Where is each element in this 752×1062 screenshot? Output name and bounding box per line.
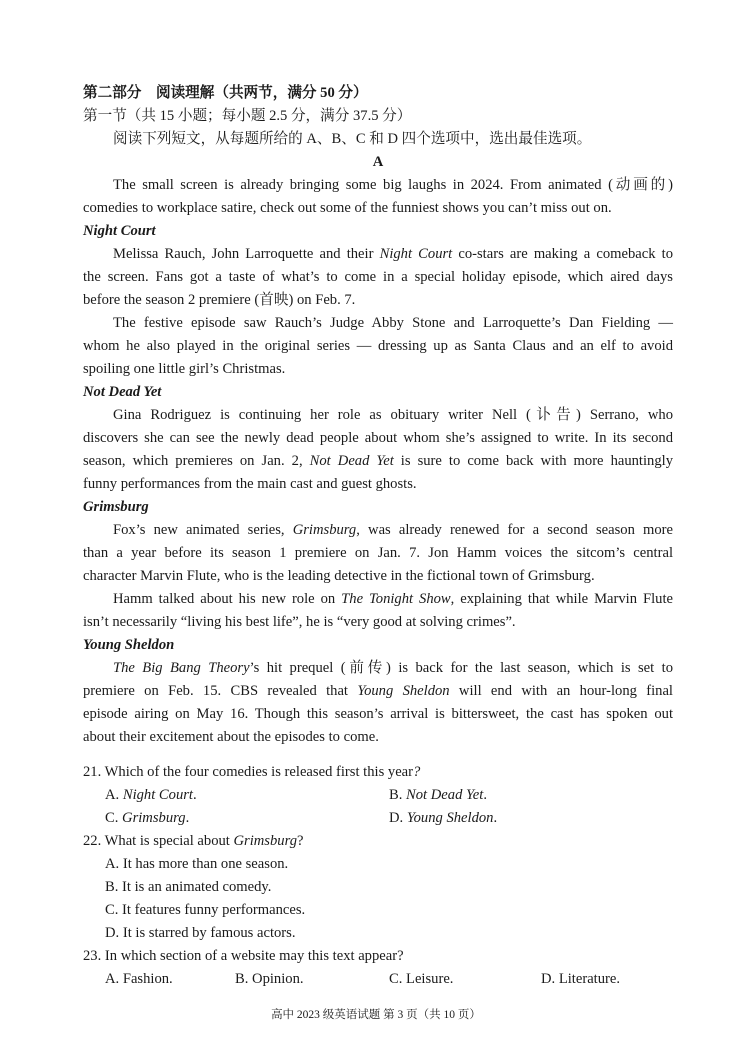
option-23-d[interactable]: D. Literature.	[541, 971, 621, 987]
questions	[83, 761, 673, 991]
option-23-a[interactable]: A. Fashion.	[105, 971, 173, 987]
question-21-stem: 21. Which of the four comedies is released first this year?	[83, 764, 421, 780]
grimsburg-paragraph-1: Fox’s new animated series, Grimsburg, was already renewed for a second season more than a year before its season 1 premiere on Jan. 7. Jon Hamm voices the sitcom’s central character Marvin Flute, who is the leading detective in the fictional town of Grimsburg.	[83, 522, 674, 584]
option-21-b[interactable]: B. Not Dead Yet.	[389, 787, 487, 803]
heading-young-sheldon: Young Sheldon	[83, 637, 175, 653]
option-23-c[interactable]: C. Leisure.	[389, 971, 454, 987]
option-22-d[interactable]: D. It is starred by famous actors.	[105, 925, 296, 941]
page-footer: 高中 2023 级英语试题 第 3 页（共 10 页）	[271, 1009, 481, 1021]
option-22-b[interactable]: B. It is an animated comedy.	[105, 879, 272, 895]
question-23-stem: 23. In which section of a website may this text appear?	[83, 948, 404, 964]
option-22-a[interactable]: A. It has more than one season.	[105, 856, 289, 872]
option-21-c[interactable]: C. Grimsburg.	[105, 810, 190, 826]
heading-night-court: Night Court	[83, 223, 156, 239]
night-court-paragraph-1: Melissa Rauch, John Larroquette and their Night Court co-stars are making a comeback to the screen. Fans got a taste of what’s to come in a special holiday episode, which aired days before the season 2 premiere (首映) on Feb. 7.	[83, 246, 673, 308]
option-23-b[interactable]: B. Opinion.	[235, 971, 304, 987]
instruction: 阅读下列短文，从每题所给的 A、B、C 和 D 四个选项中，选出最佳选项。	[113, 131, 592, 147]
young-sheldon-paragraph: The Big Bang Theory’s hit prequel (前传) is back for the last season, which is set to premiere on Feb. 15. CBS revealed that Young Sheldon will end with an hour-long final episode airing on May 16. Though this season’s arrival is bittersweet, the cast has spoken out about their excitement about the episodes to come.	[83, 660, 673, 745]
option-21-a[interactable]: A. Night Court.	[105, 787, 197, 803]
night-court-paragraph-2: The festive episode saw Rauch’s Judge Abby Stone and Larroquette’s Dan Fielding — whom he also played in the original series — dressing up as Santa Claus and an elf to avoid spoiling one little girl’s Christmas.	[83, 315, 673, 377]
option-22-c[interactable]: C. It features funny performances.	[105, 902, 306, 918]
question-22-stem: 22. What is special about Grimsburg?	[83, 833, 304, 849]
heading-grimsburg: Grimsburg	[83, 499, 149, 515]
grimsburg-paragraph-2: Hamm talked about his new role on The Tonight Show, explaining that while Marvin Flute isn’t necessarily “living his best life”, he is “very good at solving crimes”.	[83, 591, 673, 630]
heading-not-dead-yet: Not Dead Yet	[83, 384, 162, 400]
section-subtitle: 第一节（共 15 小题；每小题 2.5 分，满分 37.5 分）	[83, 108, 412, 124]
not-dead-yet-paragraph: Gina Rodriguez is continuing her role as obituary writer Nell (讣告) Serrano, who discovers she can see the newly dead people about whom she’s assigned to write. In its second season, which premieres on Jan. 2, Not Dead Yet is sure to come back with more hauntingly funny performances from the main cast and guest ghosts.	[83, 407, 673, 492]
option-21-d[interactable]: D. Young Sheldon.	[389, 810, 498, 826]
passage-label: A	[372, 154, 384, 170]
part-title: 第二部分 阅读理解（共两节，满分 50 分）	[83, 85, 368, 101]
intro-paragraph: The small screen is already bringing some big laughs in 2024. From animated (动画的) comedies to workplace satire, check out some of the funniest shows you can’t miss out on.	[83, 177, 673, 216]
exam-page	[83, 82, 673, 749]
